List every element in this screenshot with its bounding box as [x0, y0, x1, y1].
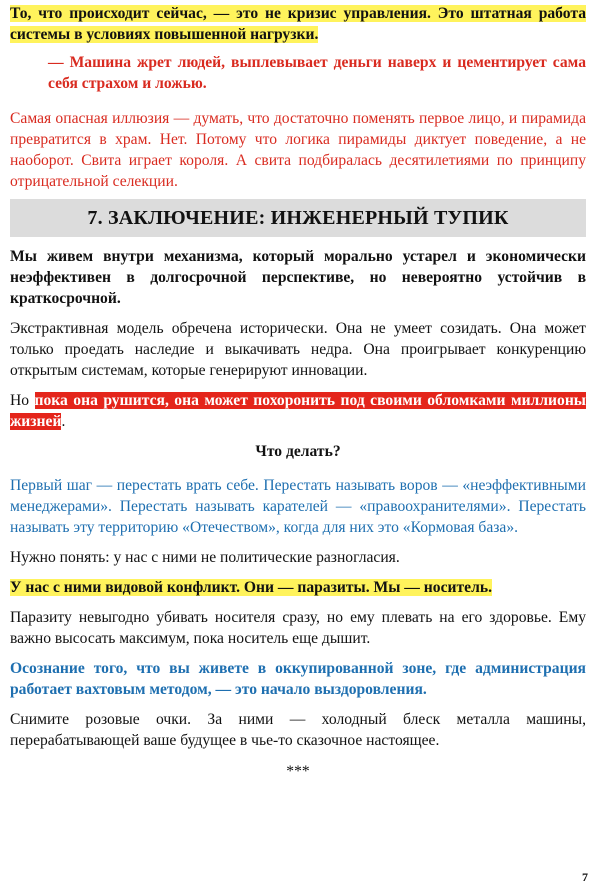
- collapse-lead: Но: [10, 392, 35, 409]
- paragraph-mechanism: Мы живем внутри механизма, который морально устарел и экономически неэффективен в долгосрочной перспективе, но невероятно устойчив в краткосрочной.: [10, 248, 586, 307]
- question-title: Что делать?: [255, 443, 341, 460]
- paragraph-parasite: Паразиту невыгодно убивать носителя сразу, но ему плевать на его здоровье. Ему важно высосать максимум, пока носитель еще дышит.: [10, 609, 586, 647]
- paragraph-understand: Нужно понять: у нас с ними не политические разногласия.: [10, 549, 400, 566]
- paragraph-illusion: Самая опасная иллюзия — думать, что достаточно поменять первое лицо, и пирамида превратится в храм. Нет. Потому что логика пирамиды диктует поведение, а не наоборот. Свита играет короля. А свита подбиралась десятилетиями по принципу отрицательной селекции.: [10, 110, 586, 190]
- quote-paragraph: — Машина жрет людей, выплевывает деньги наверх и цементирует сама себя страхом и ложью.: [48, 54, 586, 92]
- section-heading: 7. ЗАКЛЮЧЕНИЕ: ИНЖЕНЕРНЫЙ ТУПИК: [10, 199, 586, 237]
- yellow-highlight-conflict: У нас с ними видовой конфликт. Они — паразиты. Мы — носитель.: [10, 579, 492, 596]
- section-separator: ***: [286, 763, 310, 780]
- paragraph-collapse: [10, 390, 586, 432]
- red-highlight: пока она рушится, она может похоронить под своими обломками миллионы жизней: [10, 392, 586, 430]
- yellow-highlight: То, что происходит сейчас, — это не кризис управления. Это штатная работа системы в условиях повышенной нагрузки.: [10, 5, 586, 43]
- page-number: 7: [582, 870, 588, 884]
- collapse-tail: .: [61, 413, 66, 430]
- paragraph-first-step: Первый шаг — перестать врать себе. Перестать называть воров — «неэффективными менеджерами». Перестать называть карателей — «правоохранителями». Перестать называть эту территорию «Отечеством», когда для них это «Кормовая база».: [10, 477, 586, 536]
- paragraph-awareness: Осознание того, что вы живете в оккупированной зоне, где администрация работает вахтовым методом, — это начало выздоровления.: [10, 660, 586, 698]
- paragraph-glasses: Снимите розовые очки. За ними — холодный блеск металла машины, перерабатывающей ваше будущее в чье-то сказочное настоящее.: [10, 711, 586, 749]
- paragraph-extractive-model: Экстрактивная модель обречена исторически. Она не умеет созидать. Она может только проедать наследие и выкачивать недра. Она проигрывает конкуренцию открытым системам, которые генерируют инновации.: [10, 320, 586, 379]
- paragraph-intro: [10, 3, 586, 45]
- paragraph-conflict: [10, 577, 586, 598]
